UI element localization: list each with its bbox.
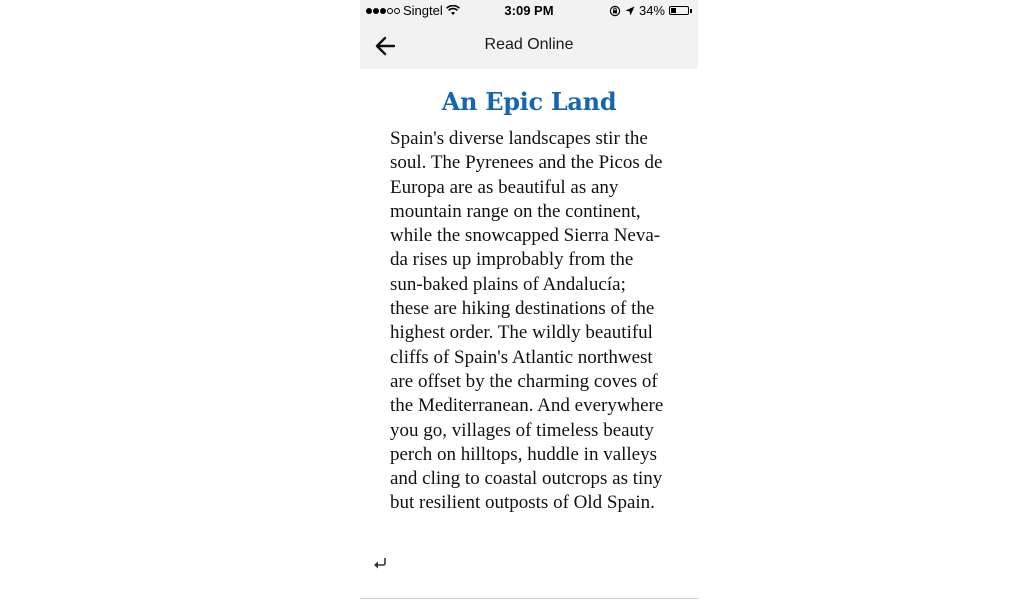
status-time: 3:09 PM	[504, 3, 554, 18]
phone-screen	[360, 0, 698, 600]
bottom-divider	[360, 598, 698, 599]
battery-level	[671, 8, 676, 13]
location-arrow-icon	[625, 6, 635, 16]
article-body: Spain's diverse landscapes stir the soul. The Pyrenees and the Picos de Europa are as beautiful as any mountain range on the continent, while the snowcapped Sierra Neva- da rises up improbably from the sun-baked plains of Andalucía; these are hiking destinations of the highest order. The wildly beautiful cliffs of Spain's Atlantic northwest are offset by the charming coves of the Mediterranean. And everywhere you go, villages of timeless beauty perch on hilltops, huddle in valleys and cling to coastal outcrops as tiny but resilient outposts of Old Spain.	[390, 128, 664, 514]
orientation-lock-icon	[609, 5, 621, 17]
nav-title: Read Online	[484, 36, 574, 53]
article-title: An Epic Land	[441, 87, 617, 116]
status-bar	[360, 0, 698, 22]
return-arrow-icon[interactable]	[372, 556, 388, 570]
status-right	[609, 3, 692, 18]
navigation-bar	[360, 22, 698, 69]
battery-percent: 34%	[638, 3, 665, 18]
battery-icon	[669, 6, 689, 15]
carrier-name: Singtel	[403, 3, 443, 18]
